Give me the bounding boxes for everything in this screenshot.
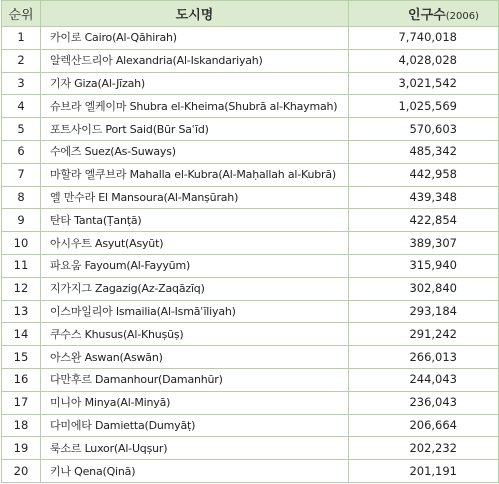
city-cell: 쿠수스 Khusus(Al-Khuṣūṣ) [41,323,349,346]
population-header [349,1,499,27]
city-cell: 슈브라 엘케이마 Shubra el-Kheima(Shubrā al-Khaymah) [41,95,349,118]
population-cell: 244,043 [349,368,499,391]
city-cell: 탄타 Tanta(Ṭanṭā) [41,209,349,232]
table-row [2,95,499,118]
table-row [2,323,499,346]
city-cell: 포트사이드 Port Said(Būr Saʿīd) [41,118,349,141]
city-population-table [1,0,499,483]
rank-cell: 20 [2,460,41,483]
population-cell: 291,242 [349,323,499,346]
city-cell: 다만후르 Damanhour(Damanhūr) [41,368,349,391]
table-row [2,414,499,437]
table-row [2,140,499,163]
city-cell: 아스완 Aswan(Aswān) [41,346,349,369]
rank-cell: 19 [2,437,41,460]
rank-cell: 9 [2,209,41,232]
population-cell: 236,043 [349,391,499,414]
rank-cell: 12 [2,277,41,300]
city-cell: 엘 만수라 El Mansoura(Al-Manṣūrah) [41,186,349,209]
rank-cell: 16 [2,368,41,391]
table-row [2,437,499,460]
table-row [2,368,499,391]
table-row [2,72,499,95]
city-cell: 기자 Giza(Al-Jīzah) [41,72,349,95]
table-row [2,27,499,50]
table-row [2,460,499,483]
population-cell: 315,940 [349,254,499,277]
population-cell: 302,840 [349,277,499,300]
city-cell: 알렉산드리아 Alexandria(Al-Iskandariyah) [41,49,349,72]
population-cell: 4,028,028 [349,49,499,72]
rank-cell: 4 [2,95,41,118]
rank-cell: 10 [2,232,41,255]
table-row [2,163,499,186]
population-cell: 439,348 [349,186,499,209]
rank-cell: 13 [2,300,41,323]
city-cell: 마할라 엘쿠브라 Mahalla el-Kubra(Al-Maḥallah al-Kubrā) [41,163,349,186]
city-cell: 다미에타 Damietta(Dumyāṭ) [41,414,349,437]
population-cell: 570,603 [349,118,499,141]
population-cell: 202,232 [349,437,499,460]
table-row [2,391,499,414]
population-year: (2006) [445,11,479,22]
table-body [2,27,499,483]
population-cell: 422,854 [349,209,499,232]
rank-cell: 3 [2,72,41,95]
population-cell: 206,664 [349,414,499,437]
table-row [2,232,499,255]
population-cell: 266,013 [349,346,499,369]
table-row [2,209,499,232]
table-row [2,300,499,323]
city-cell: 지가지그 Zagazig(Az-Zaqāzīq) [41,277,349,300]
rank-cell: 15 [2,346,41,369]
city-cell: 카이로 Cairo(Al-Qāhirah) [41,27,349,50]
city-cell: 아시우트 Asyut(Asyūt) [41,232,349,255]
population-cell: 1,025,569 [349,95,499,118]
city-cell: 룩소르 Luxor(Al-Uqṣur) [41,437,349,460]
table-row [2,346,499,369]
rank-cell: 17 [2,391,41,414]
city-cell: 키나 Qena(Qinā) [41,460,349,483]
rank-cell: 5 [2,118,41,141]
table-header [2,1,499,27]
rank-cell: 18 [2,414,41,437]
population-cell: 201,191 [349,460,499,483]
population-header-label: 인구수 [408,8,446,23]
rank-cell: 11 [2,254,41,277]
table-row [2,186,499,209]
population-cell: 442,958 [349,163,499,186]
header-row [2,1,499,27]
population-cell: 293,184 [349,300,499,323]
population-cell: 3,021,542 [349,72,499,95]
population-cell: 7,740,018 [349,27,499,50]
city-header: 도시명 [41,1,349,27]
table-row [2,118,499,141]
table-row [2,254,499,277]
rank-cell: 6 [2,140,41,163]
population-cell: 389,307 [349,232,499,255]
table-row [2,277,499,300]
rank-cell: 8 [2,186,41,209]
rank-header: 순위 [2,1,41,27]
city-cell: 수에즈 Suez(As-Suways) [41,140,349,163]
population-cell: 485,342 [349,140,499,163]
rank-cell: 7 [2,163,41,186]
city-cell: 미니아 Minya(Al-Minyā) [41,391,349,414]
table-row [2,49,499,72]
rank-cell: 14 [2,323,41,346]
city-cell: 파요움 Fayoum(Al-Fayyūm) [41,254,349,277]
rank-cell: 1 [2,27,41,50]
rank-cell: 2 [2,49,41,72]
city-cell: 이스마일리아 Ismailia(Al-Ismāʿīliyah) [41,300,349,323]
